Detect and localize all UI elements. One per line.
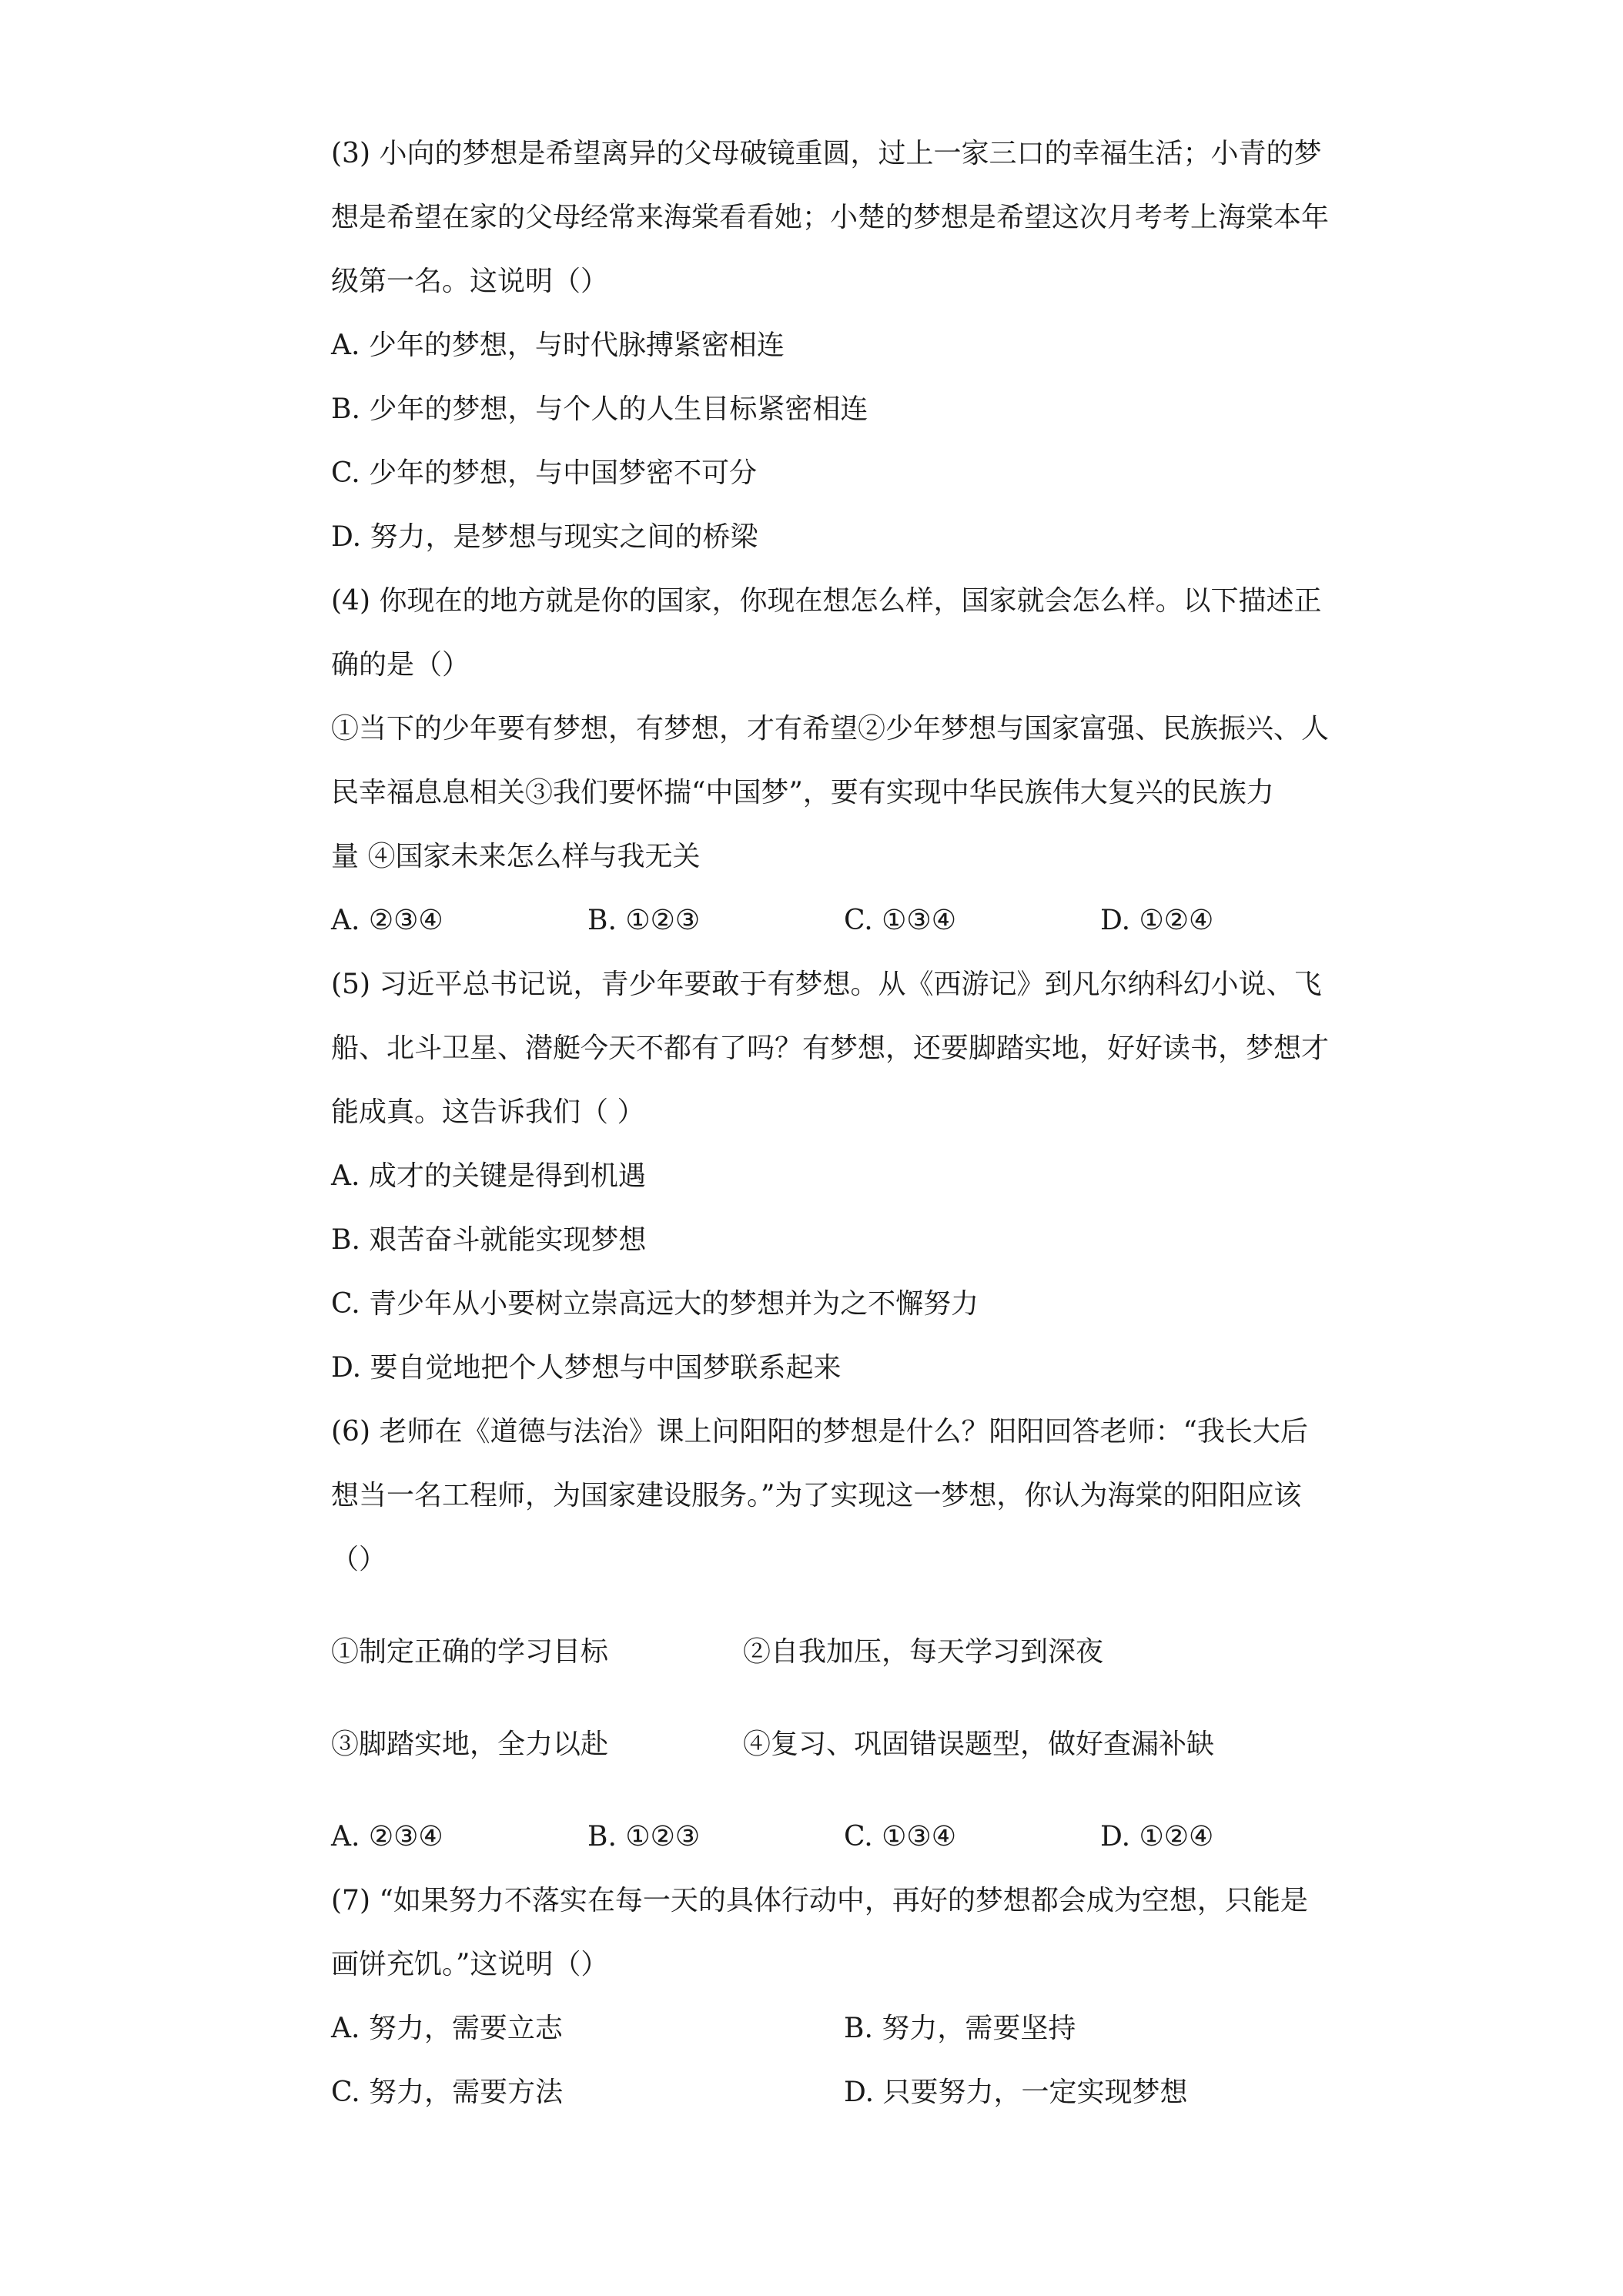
q6-stem-line-1: (6) 老师在《道德与法治》课上问阳阳的梦想是什么？阳阳回答老师：“我长大后 — [331, 1416, 1308, 1448]
q7-option-b: B. 努力，需要坚持 — [844, 2013, 1076, 2044]
q4-option-c: C. ①③④ — [844, 905, 956, 936]
q3-option-a: A. 少年的梦想，与时代脉搏紧密相连 — [331, 330, 785, 361]
q5-stem-line-1: (5) 习近平总书记说，青少年要敢于有梦想。从《西游记》到凡尔纳科幻小说、飞 — [331, 969, 1322, 1000]
q4-option-d: D. ①②④ — [1100, 905, 1214, 936]
q7-stem-line-2: 画饼充饥。”这说明（） — [331, 1949, 609, 1980]
q5-option-d: D. 要自觉地把个人梦想与中国梦联系起来 — [331, 1352, 842, 1384]
q3-stem-line-1: (3) 小向的梦想是希望离异的父母破镜重圆，过上一家三口的幸福生活；小青的梦 — [331, 138, 1322, 169]
q5-stem-line-2: 船、北斗卫星、潜艇今天不都有了吗？有梦想，还要脚踏实地，好好读书，梦想才 — [331, 1033, 1330, 1064]
q3-option-d: D. 努力，是梦想与现实之间的桥梁 — [331, 521, 758, 553]
q4-option-b: B. ①②③ — [587, 905, 701, 936]
q3-option-b: B. 少年的梦想，与个人的人生目标紧密相连 — [331, 393, 868, 425]
q4-option-a: A. ②③④ — [331, 905, 443, 936]
q4-stem-line-1: (4) 你现在的地方就是你的国家，你现在想怎么样，国家就会怎么样。以下描述正 — [331, 585, 1322, 617]
q7-option-d: D. 只要努力，一定实现梦想 — [844, 2077, 1188, 2108]
q5-option-a: A. 成才的关键是得到机遇 — [331, 1160, 646, 1192]
q6-stem-line-2: 想当一名工程师，为国家建设服务。”为了实现这一梦想，你认为海棠的阳阳应该 — [331, 1480, 1302, 1511]
q4-stem-line-3: ①当下的少年要有梦想，有梦想，才有希望②少年梦想与国家富强、民族振兴、人 — [331, 713, 1330, 745]
q6-statement-2: ②自我加压，每天学习到深夜 — [743, 1636, 1104, 1668]
q3-stem-line-3: 级第一名。这说明（） — [331, 266, 609, 297]
q4-stem-line-5: 量 ④国家未来怎么样与我无关 — [331, 841, 701, 872]
q7-option-a: A. 努力，需要立志 — [331, 2013, 563, 2044]
q4-stem-line-4: 民幸福息息相关③我们要怀揣“中国梦”，要有实现中华民族伟大复兴的民族力 — [331, 777, 1274, 808]
q6-statement-4: ④复习、巩固错误题型，做好查漏补缺 — [743, 1729, 1215, 1760]
q7-option-c: C. 努力，需要方法 — [331, 2077, 564, 2108]
q5-option-c: C. 青少年从小要树立崇高远大的梦想并为之不懈努力 — [331, 1288, 979, 1320]
q6-stem-line-3: （） — [331, 1544, 387, 1575]
q6-option-d: D. ①②④ — [1100, 1821, 1214, 1853]
q6-option-b: B. ①②③ — [587, 1821, 701, 1853]
q6-statement-1: ①制定正确的学习目标 — [331, 1636, 609, 1668]
q6-option-a: A. ②③④ — [331, 1821, 443, 1853]
q5-option-b: B. 艰苦奋斗就能实现梦想 — [331, 1224, 647, 1256]
q6-statement-3: ③脚踏实地，全力以赴 — [331, 1729, 609, 1760]
q7-stem-line-1: (7) “如果努力不落实在每一天的具体行动中，再好的梦想都会成为空想，只能是 — [331, 1885, 1308, 1916]
q3-stem-line-2: 想是希望在家的父母经常来海棠看看她；小楚的梦想是希望这次月考考上海棠本年 — [331, 202, 1330, 233]
q4-stem-line-2: 确的是（） — [331, 649, 470, 681]
q5-stem-line-3: 能成真。这告诉我们（ ） — [331, 1096, 645, 1128]
q3-option-c: C. 少年的梦想，与中国梦密不可分 — [331, 457, 758, 489]
q6-option-c: C. ①③④ — [844, 1821, 956, 1853]
